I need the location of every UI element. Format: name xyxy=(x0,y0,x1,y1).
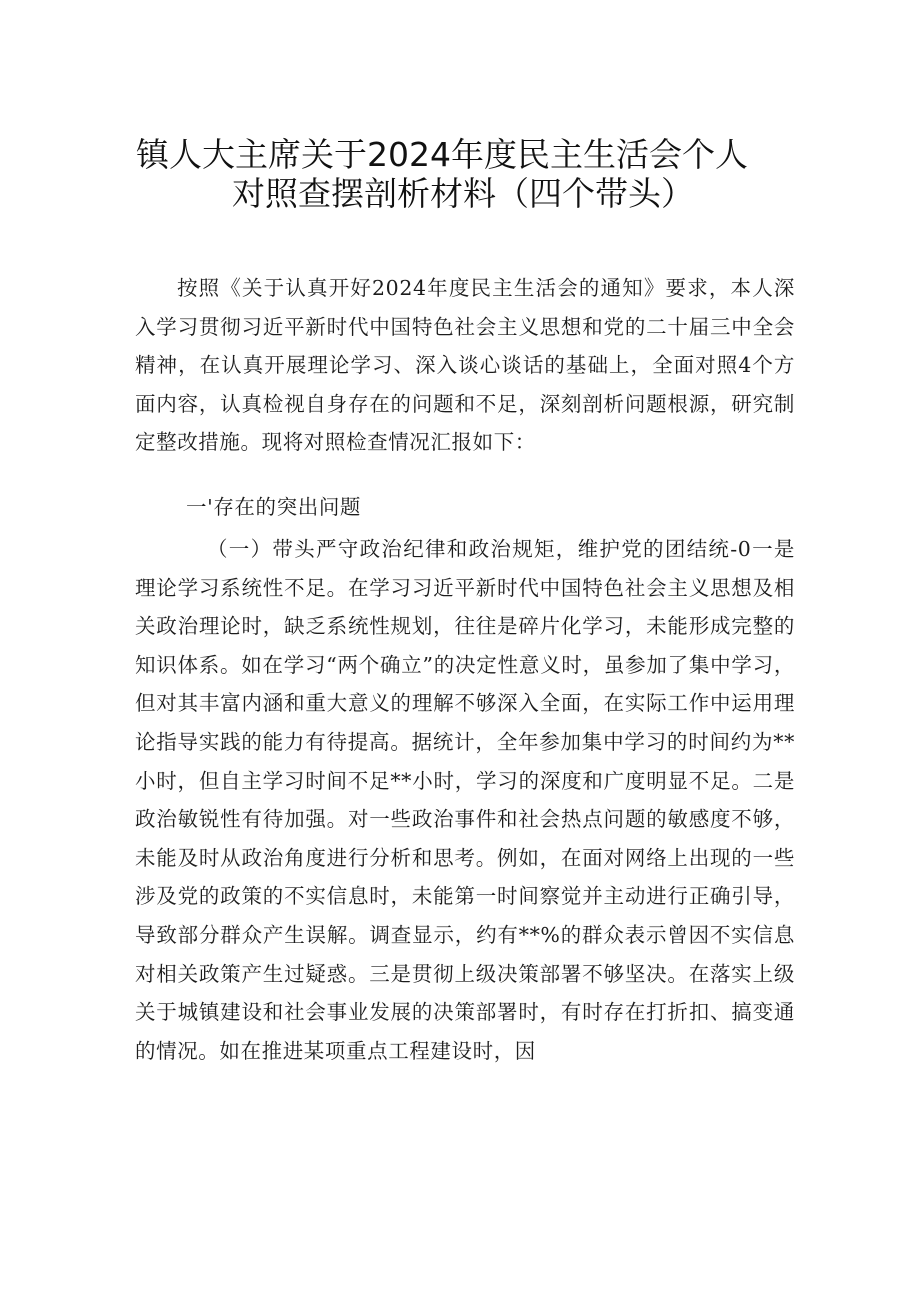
intro-paragraph: 按照《关于认真开好2024年度民主生活会的通知》要求，本人深入学习贯彻习近平新时代中国特色社会主义思想和党的二十届三中全会精神，在认真开展理论学习、深入谈心谈话的基础上，全面对照4个方面内容，认真检视自身存在的问题和不足，深刻剖析问题根源，研究制定整改措施。现将对照检查情况汇报如下： xyxy=(135,276,795,455)
section-paragraph: （一）带头严守政治纪律和政治规矩，维护党的团结统-0一是理论学习系统性不足。在学习习近平新时代中国特色社会主义思想及相关政治理论时，缺乏系统性规划，往往是碎片化学习，未能形成完整的知识体系。如在学习“两个确立”的决定性意义时，虽参加了集中学习，但对其丰富内涵和重大意义的理解不够深入全面，在实际工作中运用理论指导实践的能力有待提高。据统计，全年参加集中学习的时间约为**小时，但自主学习时间不足**小时，学习的深度和广度明显不足。二是政治敏锐性有待加强。对一些政治事件和社会热点问题的敏感度不够，未能及时从政治角度进行分析和思考。例如，在面对网络上出现的一些涉及党的政策的不实信息时，未能第一时间察觉并主动进行正确引导，导致部分群众产生误解。调查显示，约有**%的群众表示曾因不实信息对相关政策产生过疑惑。三是贯彻上级决策部署不够坚决。在落实上级关于城镇建设和社会事业发展的决策部署时，有时存在打折扣、搞变通的情况。如在推进某项重点工程建设时，因 xyxy=(135,537,795,1063)
section-heading: 一'存在的突出问题 xyxy=(186,495,362,519)
document-title-line-2: 对照查摆剖析材料（四个带头） xyxy=(232,174,694,213)
document-title-line-1: 镇人大主席关于2024年度民主生活会个人 xyxy=(136,135,748,174)
